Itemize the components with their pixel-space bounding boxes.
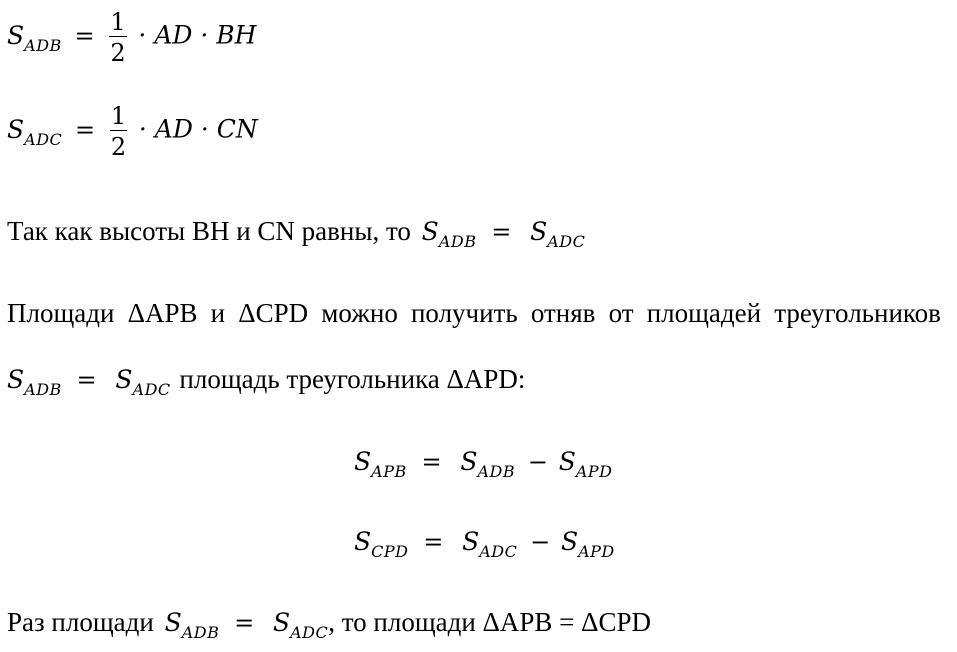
paragraph-area-apd: $S_{ADB} = S_{ADC}$ площадь треугольника ΔAPD: <box>7 364 526 399</box>
fraction-one-half: $\frac{1}{2}$ <box>110 8 126 67</box>
equals-sign: = <box>421 448 442 476</box>
equals-sign: = <box>491 218 512 246</box>
area-symbol: $S_{CPD}$ <box>354 527 409 561</box>
area-symbol: $S_{ADC}$ <box>272 608 329 642</box>
area-symbol: $S_{ADB}$ <box>460 447 516 481</box>
area-symbol: $S_{APB}$ <box>354 447 407 481</box>
area-symbol: $S_{ADB}$ <box>164 608 220 642</box>
paragraph-conclusion: Раз площади $S_{ADB} = S_{ADC}$, то площади ΔAPB = ΔCPD <box>7 607 652 642</box>
area-symbol: $S_{ADC}$ <box>115 365 171 399</box>
area-symbol: $S_{ADC}$ <box>7 114 63 149</box>
area-symbol: $S_{APD}$ <box>558 447 613 481</box>
equals-sign: = <box>76 366 97 394</box>
paragraph-areas-explanation: Площади ΔAPB и ΔCPD можно получить отняв от площадей треугольников <box>7 298 941 328</box>
area-symbol: $S_{ADB}$ <box>7 365 62 399</box>
minus-sign: − <box>527 448 548 476</box>
equals-sign: = <box>234 609 255 637</box>
paragraph-heights-equal: Так как высоты BH и CN равны, то $S_{ADB} = S_{ADC}$ <box>7 216 586 251</box>
formula-product: · AD · BH <box>138 20 257 50</box>
area-symbol: $S_{ADB}$ <box>7 20 62 55</box>
area-symbol: $S_{ADB}$ <box>421 217 477 251</box>
fraction-one-half: $\frac{1}{2}$ <box>110 102 127 161</box>
formula-area-adc <box>7 104 258 159</box>
minus-sign: − <box>530 528 551 556</box>
equals-sign: = <box>423 528 444 556</box>
equals-sign: = <box>74 21 95 50</box>
formula-product: · AD · CN <box>138 114 258 144</box>
area-symbol: $S_{ADC}$ <box>462 527 518 561</box>
formula-area-adb <box>7 10 256 65</box>
equals-sign: = <box>75 115 96 144</box>
formula-area-apb <box>354 447 613 481</box>
area-symbol: $S_{APD}$ <box>560 527 615 561</box>
area-symbol: $S_{ADC}$ <box>530 217 586 251</box>
formula-area-cpd <box>354 527 615 561</box>
